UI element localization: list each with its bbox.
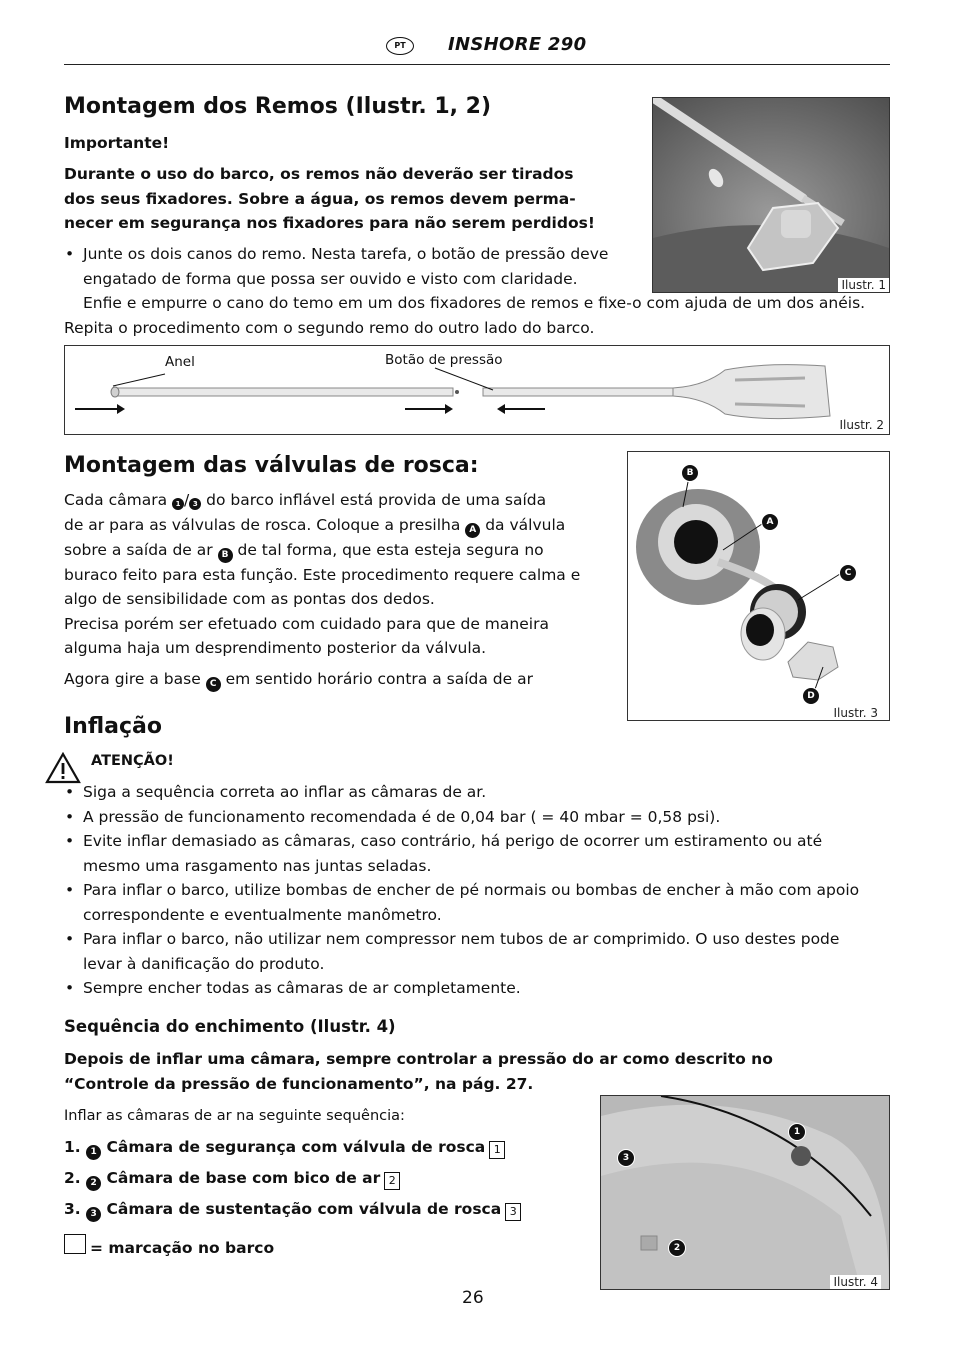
attention-label: ATENÇÃO! <box>91 753 174 769</box>
valve-image <box>628 452 889 720</box>
label-d: D <box>802 687 820 705</box>
step-number: 2. <box>64 1169 81 1187</box>
label-a: A <box>761 513 779 531</box>
text-fragment: sobre a saída de ar <box>64 540 218 559</box>
section-title-valves: Montagem das válvulas de rosca: <box>64 453 479 478</box>
label-c: C <box>839 564 857 582</box>
inflation-list <box>65 780 898 1001</box>
oar-holder-image <box>653 98 889 292</box>
text-fragment: da válvula <box>480 515 566 534</box>
step-circle: 3 <box>86 1207 101 1222</box>
bullet: • <box>65 245 75 263</box>
sequence-step-2 <box>64 1166 400 1191</box>
text-fragment: em sentido horário contra a saída de ar <box>220 669 533 688</box>
list-item <box>65 829 898 878</box>
list-line: Sempre encher todas as câmaras de ar completamente. <box>83 979 521 997</box>
warning-line: Depois de inflar uma câmara, sempre controlar a pressão do ar como descrito no <box>64 1050 773 1068</box>
label-b: B <box>681 464 699 482</box>
legend <box>64 1234 274 1261</box>
warning-triangle-icon <box>45 752 81 788</box>
step-text: Câmara de base com bico de ar <box>106 1169 381 1187</box>
oar-repeat-text: Repita o procedimento com o segundo remo do outro lado do barco. <box>64 319 595 337</box>
sequence-intro: Inflar as câmaras de ar na seguinte sequência: <box>64 1108 405 1124</box>
label-2: 2 <box>668 1239 686 1257</box>
bullet: • <box>65 881 75 899</box>
marker-b: B <box>218 548 233 563</box>
legend-text: = marcação no barco <box>90 1239 275 1257</box>
text-line: Precisa porém ser efetuado com cuidado para que de maneira <box>64 614 549 633</box>
list-line: correspondente e eventualmente manômetro. <box>83 905 442 924</box>
text-fragment: Agora gire a base <box>64 669 206 688</box>
marker-c: C <box>206 677 221 692</box>
bullet-line: Enfie e empurre o cano do temo em um dos fixadores de remos e fixe-o com ajuda de um dos anéis. <box>83 294 866 312</box>
page-header <box>64 34 890 65</box>
warning-line: Durante o uso do barco, os remos não deverão ser tirados <box>64 165 574 183</box>
illustration-1-photo <box>652 97 890 293</box>
chamber-3-marker: 3 <box>189 498 201 510</box>
list-item <box>65 805 898 830</box>
sequence-step-3 <box>64 1197 521 1222</box>
list-line: Para inflar o barco, não utilizar nem compressor nem tubos de ar comprimido. O uso destes pode <box>83 930 840 948</box>
oar-warning <box>64 162 654 236</box>
boat-mark: 1 <box>489 1141 505 1159</box>
bullet: • <box>65 930 75 948</box>
bullet: • <box>65 783 75 801</box>
illustration-2-box <box>64 345 890 435</box>
warning-line: dos seus fixadores. Sobre a água, os remos devem perma- <box>64 189 576 208</box>
language-badge: PT <box>386 37 414 55</box>
list-item <box>65 927 898 976</box>
list-line: levar à danificação do produto. <box>83 954 325 973</box>
text-fragment: do barco inflável está provida de uma saída <box>201 491 547 509</box>
boat-chambers-image <box>601 1096 889 1289</box>
section-title-oars: Montagem dos Remos (Ilustr. 1, 2) <box>64 94 492 119</box>
label-push-button: Botão de pressão <box>385 352 503 368</box>
boat-mark: 2 <box>384 1172 400 1190</box>
illustration-2-caption: Ilustr. 2 <box>836 418 887 432</box>
list-item <box>65 780 898 805</box>
illustration-1-caption: Ilustr. 1 <box>838 278 889 292</box>
marker-a: A <box>465 523 480 538</box>
text-line: buraco feito para esta função. Este procedimento requere calma e <box>64 565 581 584</box>
chamber-1-marker: 1 <box>172 498 184 510</box>
text-fragment: / <box>184 491 190 509</box>
illustration-3-caption: Ilustr. 3 <box>830 706 881 720</box>
list-item <box>65 976 898 1001</box>
step-number: 1. <box>64 1138 81 1156</box>
sequence-warning <box>64 1047 894 1096</box>
bullet: • <box>65 832 75 850</box>
step-circle: 2 <box>86 1176 101 1191</box>
step-circle: 1 <box>86 1145 101 1160</box>
important-label: Importante! <box>64 134 170 152</box>
list-line: mesmo uma rasgamento nas juntas seladas. <box>83 856 432 875</box>
page-number: 26 <box>462 1288 484 1308</box>
section-title-inflation: Inflação <box>64 714 163 739</box>
section-title-sequence: Sequência do enchimento (Ilustr. 4) <box>64 1017 396 1036</box>
valves-text <box>64 488 624 692</box>
illustration-3-photo <box>627 451 890 721</box>
model-name: INSHORE 290 <box>448 34 587 55</box>
warning-line: “Controle da pressão de funcionamento”, na pág. 27. <box>64 1074 534 1093</box>
illustration-4-caption: Ilustr. 4 <box>830 1275 881 1289</box>
illustration-4-photo <box>600 1095 890 1290</box>
list-line: Evite inflar demasiado as câmaras, caso contrário, há perigo de ocorrer um estiramento ou até <box>83 832 823 850</box>
text-fragment: de tal forma, que esta esteja segura no <box>232 540 544 559</box>
step-text: Câmara de sustentação com válvula de rosca <box>106 1200 502 1218</box>
list-line: Para inflar o barco, utilize bombas de encher de pé normais ou bombas de encher à mão com apoio <box>83 881 860 899</box>
bullet-line: Junte os dois canos do remo. Nesta tarefa, o botão de pressão deve <box>83 245 609 263</box>
bullet-line: engatado de forma que possa ser ouvido e visto com claridade. <box>83 269 578 288</box>
sequence-step-1 <box>64 1135 505 1160</box>
bullet: • <box>65 807 75 826</box>
step-text: Câmara de segurança com válvula de rosca <box>106 1138 486 1156</box>
list-item <box>65 878 898 927</box>
warning-line: necer em segurança nos fixadores para não serem perdidos! <box>64 214 595 232</box>
label-1: 1 <box>788 1123 806 1141</box>
list-line: Siga a sequência correta ao inflar as câmaras de ar. <box>83 783 487 801</box>
boat-mark: 3 <box>505 1203 521 1221</box>
step-number: 3. <box>64 1200 81 1218</box>
text-line: algo de sensibilidade com as pontas dos dedos. <box>64 590 435 608</box>
list-line: A pressão de funcionamento recomendada é de 0,04 bar ( = 40 mbar = 0,58 psi). <box>83 807 721 826</box>
label-3: 3 <box>617 1149 635 1167</box>
bullet: • <box>65 979 75 997</box>
text-fragment: de ar para as válvulas de rosca. Coloque a presilha <box>64 515 466 534</box>
legend-square <box>64 1234 86 1254</box>
text-line: alguma haja um desprendimento posterior da válvula. <box>64 639 487 657</box>
label-ring: Anel <box>165 354 195 370</box>
text-fragment: Cada câmara <box>64 491 173 509</box>
